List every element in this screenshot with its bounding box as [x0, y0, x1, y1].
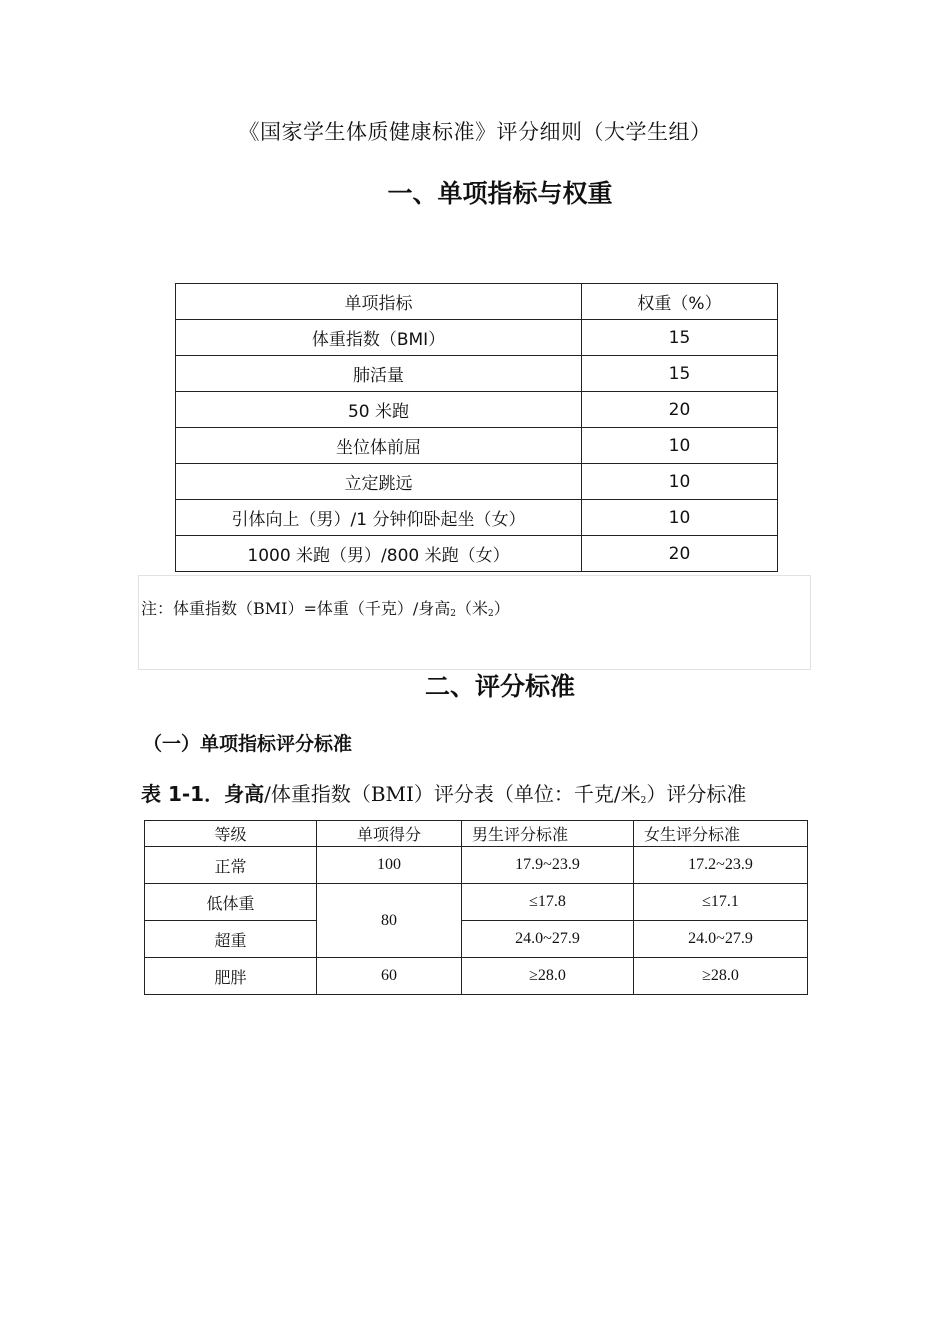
weight-cell: 15	[582, 356, 778, 392]
header-cell-score: 单项得分	[317, 821, 462, 847]
table-row	[145, 958, 808, 995]
header-cell-indicator: 单项指标	[176, 284, 582, 320]
subsection-heading: （一）单项指标评分标准	[143, 733, 353, 755]
indicator-cell: 1000 米跑（男）/800 米跑（女）	[176, 536, 582, 572]
table-row	[176, 464, 778, 500]
indicator-cell: 立定跳远	[176, 464, 582, 500]
header-cell-grade: 等级	[145, 821, 317, 847]
table-header-row	[145, 821, 808, 847]
header-cell-weight: 权重（%）	[582, 284, 778, 320]
table-row	[145, 847, 808, 884]
grade-cell: 低体重	[145, 884, 317, 921]
table-row	[145, 884, 808, 921]
female-standard-cell: 17.2~23.9	[634, 847, 808, 884]
note-exponent: 2	[488, 609, 494, 619]
table-row	[145, 921, 808, 958]
table-row	[176, 392, 778, 428]
table-row	[176, 500, 778, 536]
indicator-cell: 50 米跑	[176, 392, 582, 428]
indicator-cell: 体重指数（BMI）	[176, 320, 582, 356]
grade-cell: 肥胖	[145, 958, 317, 995]
score-cell: 80	[317, 884, 462, 958]
weight-cell: 20	[582, 536, 778, 572]
section-heading-weights: 一、单项指标与权重	[387, 179, 613, 208]
female-standard-cell: 24.0~27.9	[634, 921, 808, 958]
table-header-row	[176, 284, 778, 320]
male-standard-cell: ≤17.8	[462, 884, 634, 921]
weight-cell: 10	[582, 500, 778, 536]
weight-cell: 20	[582, 392, 778, 428]
table-row	[176, 320, 778, 356]
table-row	[176, 356, 778, 392]
score-cell: 60	[317, 958, 462, 995]
caption-bold: 身高	[224, 782, 265, 806]
note-middle: （米	[456, 599, 489, 618]
grade-cell: 超重	[145, 921, 317, 958]
section-heading-scoring: 二、评分标准	[424, 672, 575, 701]
grade-cell: 正常	[145, 847, 317, 884]
table-row	[176, 536, 778, 572]
female-standard-cell: ≥28.0	[634, 958, 808, 995]
caption-end: ）评分标准	[646, 782, 747, 806]
bmi-score-table	[144, 820, 808, 995]
header-cell-female: 女生评分标准	[634, 821, 808, 847]
bmi-formula-note	[141, 596, 510, 619]
male-standard-cell: ≥28.0	[462, 958, 634, 995]
weight-cell: 10	[582, 464, 778, 500]
note-prefix: 注：体重指数（BMI）=体重（千克）/身高	[141, 599, 451, 618]
caption-number: 表 1-1．	[141, 782, 225, 806]
note-box	[138, 575, 811, 670]
caption-exponent: 2	[640, 796, 647, 806]
table-row	[176, 428, 778, 464]
female-standard-cell: ≤17.1	[634, 884, 808, 921]
table-caption	[141, 778, 746, 807]
male-standard-cell: 17.9~23.9	[462, 847, 634, 884]
note-exponent: 2	[450, 609, 456, 619]
male-standard-cell: 24.0~27.9	[462, 921, 634, 958]
weights-table	[175, 283, 778, 572]
header-cell-male: 男生评分标准	[462, 821, 634, 847]
weight-cell: 10	[582, 428, 778, 464]
indicator-cell: 引体向上（男）/1 分钟仰卧起坐（女）	[176, 500, 582, 536]
document-title: 《国家学生体质健康标准》评分细则（大学生组）	[238, 120, 712, 144]
indicator-cell: 肺活量	[176, 356, 582, 392]
note-suffix: ）	[493, 599, 510, 618]
weight-cell: 15	[582, 320, 778, 356]
caption-rest: /体重指数（BMI）评分表（单位：千克/米	[264, 782, 641, 806]
indicator-cell: 坐位体前屈	[176, 428, 582, 464]
score-cell: 100	[317, 847, 462, 884]
